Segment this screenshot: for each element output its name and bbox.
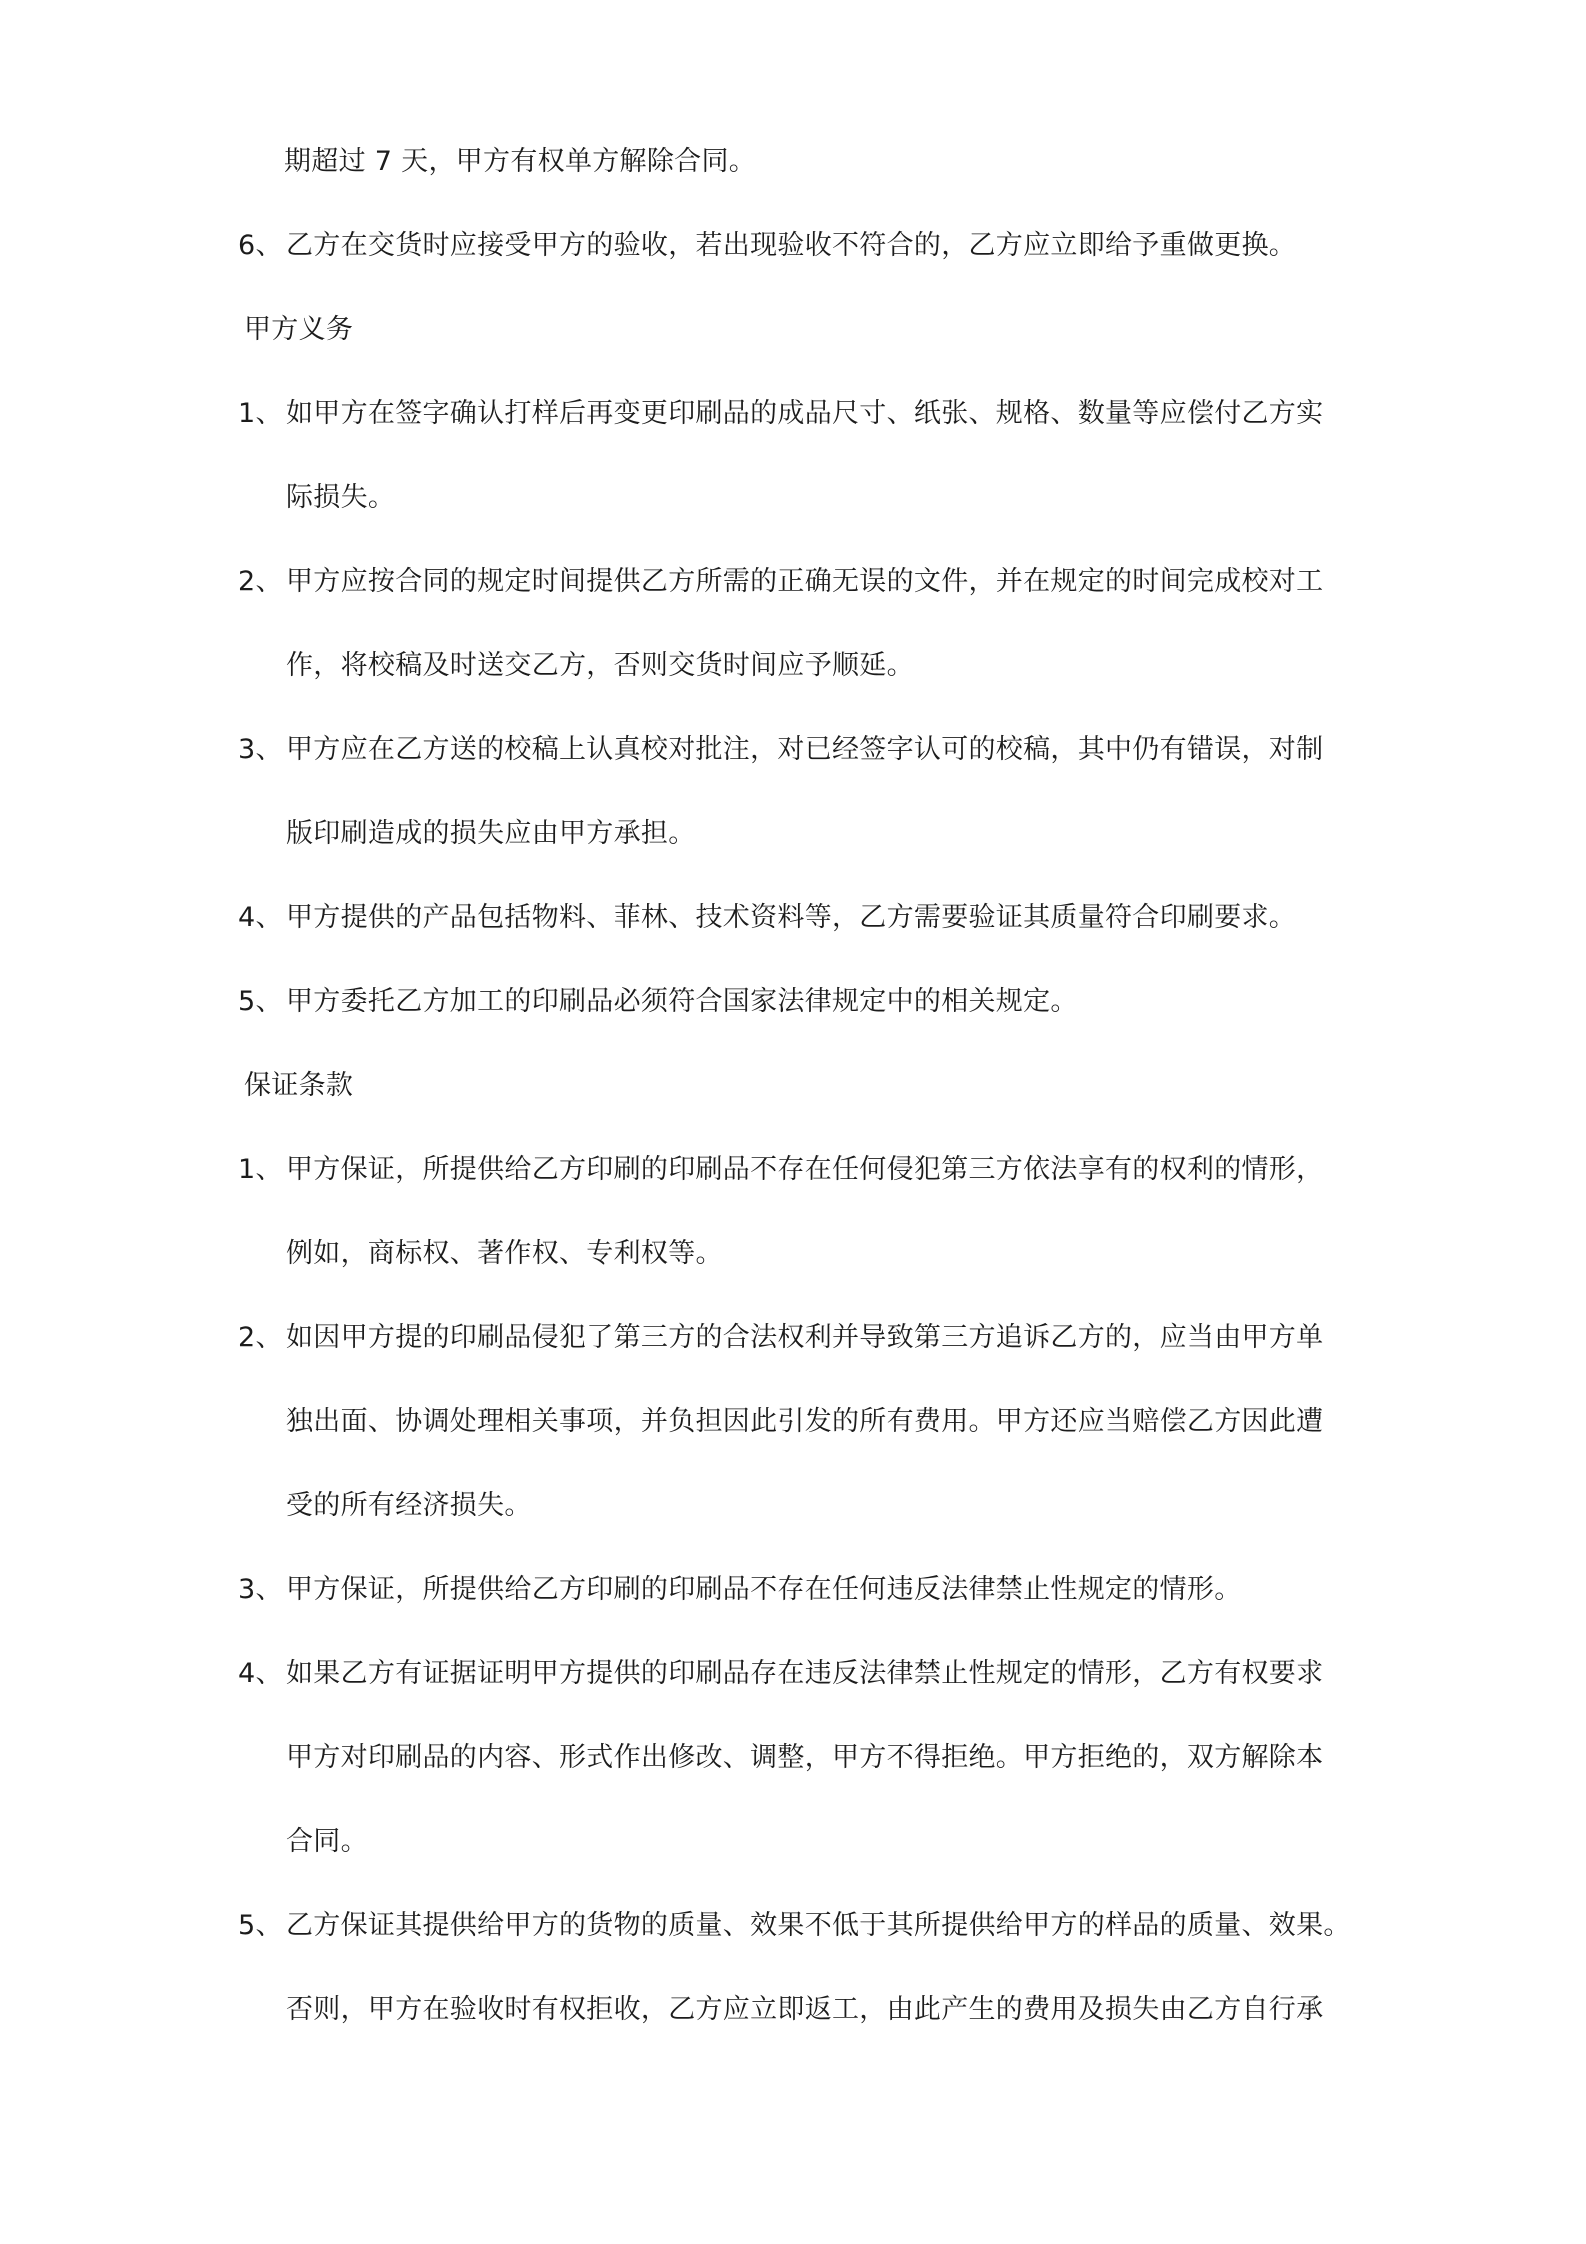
item-text: 如因甲方提的印刷品侵犯了第三方的合法权利并导致第三方追诉乙方的，应当由甲方单 — [286, 1322, 1324, 1353]
item-number: 4、 — [238, 1658, 283, 1689]
item-number: 4、 — [238, 902, 283, 933]
item-text-cont: 受的所有经济损失。 — [286, 1490, 532, 1521]
section-heading-guarantee: 保证条款 — [244, 1070, 354, 1101]
item-number: 3、 — [238, 1574, 283, 1605]
item-text-cont: 合同。 — [286, 1826, 368, 1857]
item-text-cont: 作，将校稿及时送交乙方，否则交货时间应予顺延。 — [286, 650, 914, 681]
item-text: 甲方保证，所提供给乙方印刷的印刷品不存在任何侵犯第三方依法享有的权利的情形， — [286, 1154, 1324, 1185]
continuation-text: 期超过 7 天，甲方有权单方解除合同。 — [284, 146, 757, 177]
item-text-cont: 际损失。 — [286, 482, 396, 513]
item-number: 3、 — [238, 734, 283, 765]
item-text: 乙方在交货时应接受甲方的验收，若出现验收不符合的，乙方应立即给予重做更换。 — [286, 230, 1297, 261]
item-number: 6、 — [238, 230, 283, 261]
item-text-cont: 否则，甲方在验收时有权拒收，乙方应立即返工，由此产生的费用及损失由乙方自行承 — [286, 1994, 1324, 2025]
item-text: 如果乙方有证据证明甲方提供的印刷品存在违反法律禁止性规定的情形，乙方有权要求 — [286, 1658, 1324, 1689]
item-number: 2、 — [238, 1322, 283, 1353]
item-number: 5、 — [238, 1910, 283, 1941]
item-number: 5、 — [238, 986, 283, 1017]
item-number: 1、 — [238, 1154, 283, 1185]
item-text: 甲方应在乙方送的校稿上认真校对批注，对已经签字认可的校稿，其中仍有错误，对制 — [286, 734, 1324, 765]
item-text-cont: 独出面、协调处理相关事项，并负担因此引发的所有费用。甲方还应当赔偿乙方因此遭 — [286, 1406, 1324, 1437]
item-text: 甲方保证，所提供给乙方印刷的印刷品不存在任何违反法律禁止性规定的情形。 — [286, 1574, 1242, 1605]
item-text: 甲方委托乙方加工的印刷品必须符合国家法律规定中的相关规定。 — [286, 986, 1078, 1017]
item-text: 乙方保证其提供给甲方的货物的质量、效果不低于其所提供给甲方的样品的质量、效果。 — [286, 1910, 1351, 1941]
item-text-cont: 甲方对印刷品的内容、形式作出修改、调整，甲方不得拒绝。甲方拒绝的，双方解除本 — [286, 1742, 1324, 1773]
item-text-cont: 例如，商标权、著作权、专利权等。 — [286, 1238, 723, 1269]
section-heading-obligations: 甲方义务 — [244, 314, 354, 345]
item-text: 甲方应按合同的规定时间提供乙方所需的正确无误的文件，并在规定的时间完成校对工 — [286, 566, 1324, 597]
item-number: 1、 — [238, 398, 283, 429]
item-number: 2、 — [238, 566, 283, 597]
item-text: 如甲方在签字确认打样后再变更印刷品的成品尺寸、纸张、规格、数量等应偿付乙方实 — [286, 398, 1324, 429]
item-text-cont: 版印刷造成的损失应由甲方承担。 — [286, 818, 696, 849]
item-text: 甲方提供的产品包括物料、菲林、技术资料等，乙方需要验证其质量符合印刷要求。 — [286, 902, 1297, 933]
